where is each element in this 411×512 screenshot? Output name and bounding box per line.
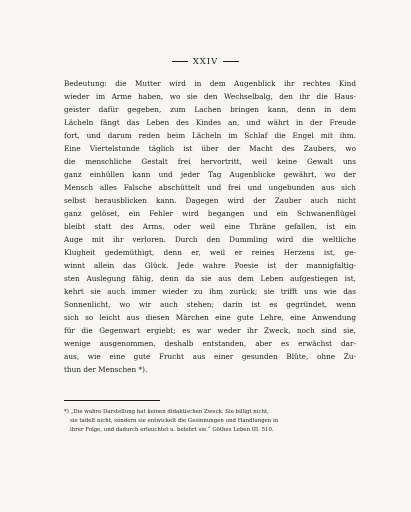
- body-line: Lächeln fängt das Leben des Kindes an, und währt in der Freude: [64, 118, 356, 127]
- body-line: Auge mit ihr verloren. Durch den Dummling wird die weltliche: [64, 235, 356, 244]
- body-line: Klugheit gedemüthigt, denn er, weil er reines Herzens ist, ge-: [64, 248, 356, 257]
- body-line: bleibt statt des Arms, oder weil eine Thräne gefallen, ist ein: [64, 222, 356, 231]
- body-line: ganz einhüllen kann und jeder Tag Augenblicke gewährt, wo der: [64, 170, 356, 179]
- header-rule-left: [172, 61, 188, 62]
- body-line: thun der Menschen *).: [64, 365, 148, 374]
- body-line: ganz gelöset, ein Fehler wird begangen und ein Schwanenflügel: [64, 209, 356, 218]
- body-line: aus, wie eine gute Frucht aus einer gesunden Blüte, ohne Zu-: [64, 352, 356, 361]
- footnote-line: sie tadelt nicht, sondern sie entwickelt die Gesinnungen und Handlungen in: [70, 418, 279, 424]
- body-line: kehrt sie auch immer wieder zu ihm zurück; sie trifft uns wie das: [64, 287, 356, 296]
- footnote-divider: [64, 400, 160, 401]
- body-line: wieder im Arme haben, wo sie den Wechselbalg, den ihr die Haus-: [64, 92, 356, 101]
- body-line: Mensch alles Falsche abschüttelt und frei und ungebunden aus sich: [64, 183, 356, 192]
- body-line: fort, und darum reden beim Lächeln im Schlaf die Engel mit ihm.: [64, 131, 356, 140]
- body-line: selbst herausblicken kann. Dagegen wird der Zauber auch nicht: [64, 196, 356, 205]
- body-line: für die Gegenwart ergiebt; es war weder ihr Zweck, noch sind sie,: [64, 326, 356, 335]
- body-line: die menschliche Gestalt frei hervortritt, weil keine Gewalt uns: [64, 157, 356, 166]
- body-line: Sonnenlicht, wo wir auch stehen; darin ist es gegründet, wenn: [64, 300, 356, 309]
- footnote-line: ihrer Folge, und dadurch erleuchtet u. belehrt sie.“ Göthes Leben III. 510.: [70, 427, 274, 433]
- body-line: Bedeutung: die Mutter wird in dem Augenblick ihr rechtes Kind: [64, 79, 356, 88]
- body-line: Eine Viertelstunde täglich ist über der Macht des Zaubers, wo: [64, 144, 356, 153]
- page-number: XXIV: [192, 57, 219, 67]
- footnote: [64, 408, 356, 435]
- page-header: [0, 57, 411, 67]
- body-line: winnt allein das Glück. Jede wahre Poesie ist der mannigfaltig-: [64, 261, 356, 270]
- body-line: wenige ausgenommen, deshalb entstanden, aber es erwächst dar-: [64, 339, 356, 348]
- header-rule-right: [223, 61, 239, 62]
- footnote-line: *) „Die wahre Darstellung hat keinen didaktischen Zweck. Sie billigt nicht,: [64, 409, 269, 415]
- body-line: sten Auslegung fähig, denn da sie aus dem Leben aufgestiegen ist,: [64, 274, 356, 283]
- body-line: sich so leicht aus diesen Märchen eine gute Lehre, eine Anwendung: [64, 313, 356, 322]
- body-line: geister dafür gegeben, zum Lachen bringen kann, denn in dem: [64, 105, 356, 114]
- body-text: [64, 77, 356, 376]
